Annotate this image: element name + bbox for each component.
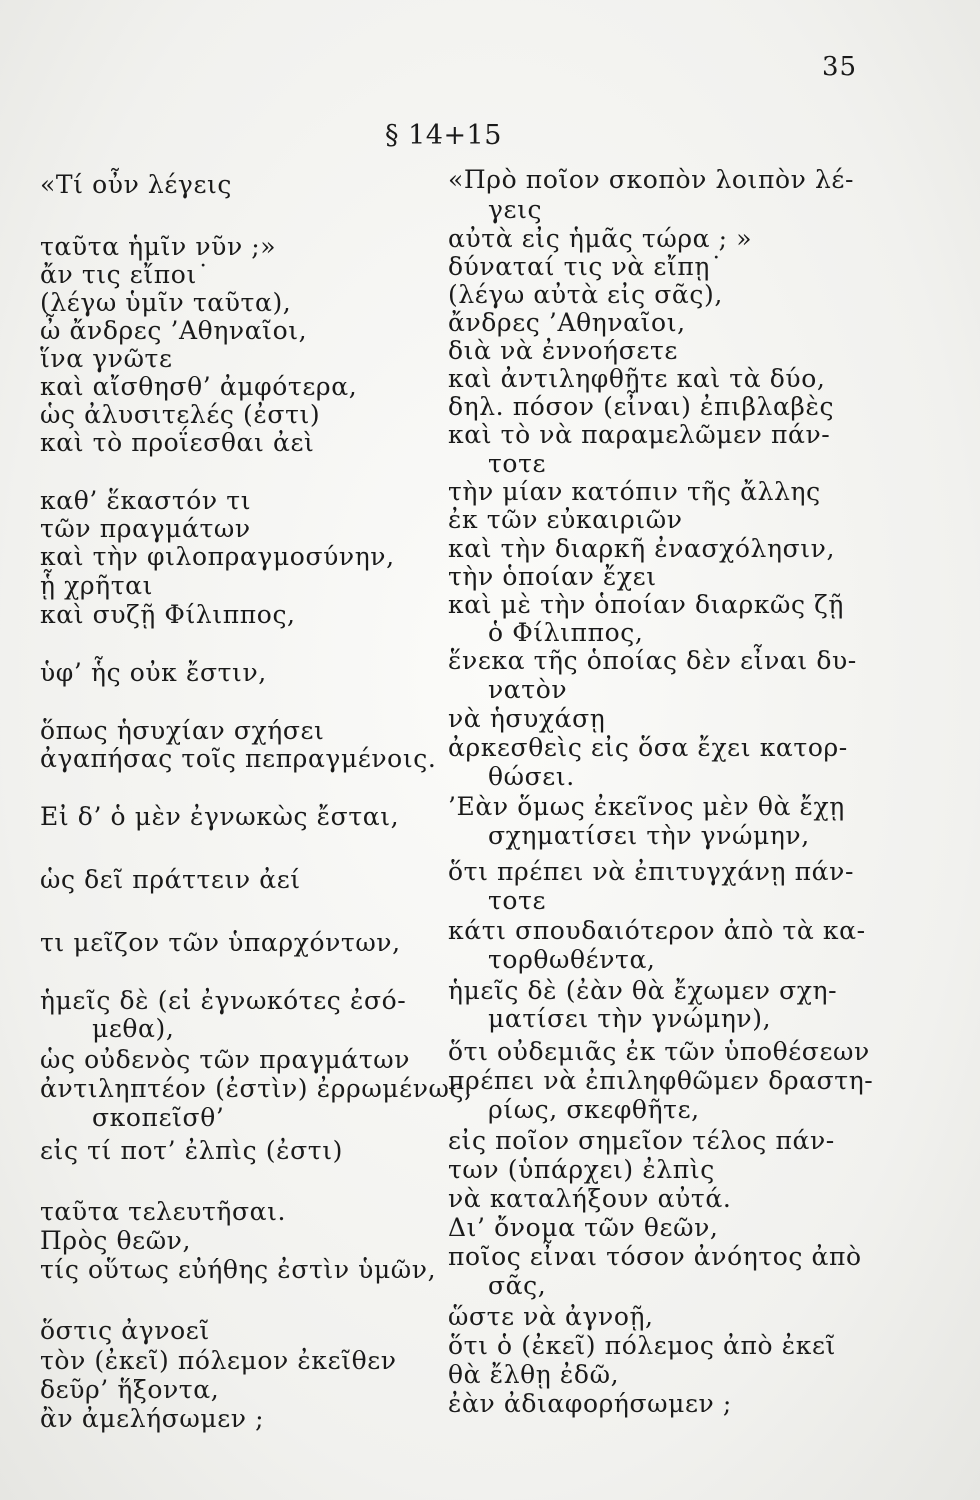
text-line: καὶ αἴσθησθ’ ἀμφότερα, [40,372,358,401]
text-line: σχηματίσει τὴν γνώμην, [488,821,810,850]
page-number: 35 [822,52,858,82]
text-line: ὡς δεῖ πράττειν ἀεί [40,865,301,894]
text-line: (λέγω ὑμῖν ταῦτα), [40,288,292,317]
text-line: θώσει. [488,762,575,791]
text-line: μεθα), [92,1014,175,1043]
text-line: καθ’ ἕκαστόν τι [40,486,252,515]
text-line: ρίως, σκεφθῆτε, [488,1095,700,1124]
text-line: ἐκ τῶν εὐκαιριῶν [448,505,683,534]
text-line: ἄν τις εἴποι˙ [40,260,210,289]
text-line: ὅτι οὐδεμιᾶς ἐκ τῶν ὑποθέσεων [448,1037,870,1066]
text-line: εἰς ποῖον σημεῖον τέλος πάν- [448,1126,835,1155]
text-line: ματίσει τὴν γνώμην), [488,1004,772,1033]
text-line: ποῖος εἶναι τόσον ἀνόητος ἀπὸ [448,1242,862,1271]
text-line: ’Εὰν ὅμως ἐκεῖνος μὲν θὰ ἔχῃ [448,792,845,821]
text-line: θὰ ἔλθῃ ἐδῶ, [448,1360,620,1389]
text-line: καὶ τὸ νὰ παραμελῶμεν πάν- [448,420,831,449]
text-line: τορθωθέντα, [488,945,656,974]
text-line: δύναταί τις νὰ εἴπῃ˙ [448,252,724,281]
text-line: ταῦτα τελευτῆσαι. [40,1197,287,1226]
text-line: καὶ τὴν διαρκῆ ἐνασχόλησιν, [448,534,835,563]
text-line: (λέγω αὐτὰ εἰς σᾶς), [448,280,723,309]
text-line: ὑφ’ ἧς οὐκ ἔστιν, [40,658,267,687]
text-line: ἵνα γνῶτε [40,344,173,373]
text-line: ὁ Φίλιππος, [488,618,644,647]
text-line: ὅπως ἡσυχίαν σχήσει [40,716,325,745]
text-line: διὰ νὰ ἐννοήσετε [448,336,678,365]
text-line: καὶ τὴν φιλοπραγμοσύνην, [40,542,395,571]
text-line: σκοπεῖσθ’ [92,1103,225,1132]
text-line: καὶ ἀντιληφθῆτε καὶ τὰ δύο, [448,364,826,393]
text-line: Δι’ ὄνομα τῶν θεῶν, [448,1213,719,1242]
text-line: αὐτὰ εἰς ἡμᾶς τώρα ; » [448,224,753,253]
text-line: τοτε [488,886,547,915]
text-line: «Τί οὖν λέγεις [40,170,233,199]
text-line: καὶ τὸ προΐεσθαι ἀεὶ [40,428,315,457]
text-line: ὡς οὐδενὸς τῶν πραγμάτων [40,1045,411,1074]
text-line: ᾗ χρῆται [40,571,154,600]
text-line: ὡς ἀλυσιτελές (ἐστι) [40,400,321,429]
text-line: σᾶς, [488,1271,547,1300]
text-line: δεῦρ’ ἥξοντα, [40,1375,220,1404]
text-line: Πρὸς θεῶν, [40,1226,192,1255]
text-line: δηλ. πόσον (εἶναι) ἐπιβλαβὲς [448,392,835,421]
text-line: ἐὰν ἀδιαφορήσωμεν ; [448,1389,732,1418]
text-line: νὰ καταλήξουν αὐτά. [448,1184,732,1213]
text-line: τι μεῖζον τῶν ὑπαρχόντων, [40,928,401,957]
text-line: τῶν πραγμάτων [40,514,251,543]
text-line: ἡμεῖς δὲ (εἰ ἐγνωκότες ἐσό- [40,986,407,1015]
text-line: εἰς τί ποτ’ ἐλπὶς (ἐστι) [40,1136,343,1165]
text-line: ἄνδρες ’Αθηναῖοι, [448,308,686,337]
text-line: ἀρκεσθεὶς εἰς ὅσα ἔχει κατορ- [448,733,848,762]
text-line: τὴν ὁποίαν ἔχει [448,562,657,591]
text-line: κάτι σπουδαιότερον ἀπὸ τὰ κα- [448,916,866,945]
text-line: Εἰ δ’ ὁ μὲν ἐγνωκὼς ἔσται, [40,802,400,831]
text-line: γεις [488,195,543,224]
text-line: καὶ μὲ τὴν ὁποίαν διαρκῶς ζῇ [448,590,844,619]
text-line: ἀγαπήσας τοῖς πεπραγμένοις. [40,744,437,773]
text-line: ἂν ἀμελήσωμεν ; [40,1404,265,1433]
text-line: ἀντιληπτέον (ἐστὶν) ἐρρωμένως, [40,1074,473,1103]
text-line: ὅτι ὁ (ἐκεῖ) πόλεμος ἀπὸ ἐκεῖ [448,1331,836,1360]
text-line: καὶ συζῇ Φίλιππος, [40,600,296,629]
text-line: νὰ ἡσυχάσῃ [448,704,606,733]
text-line: «Πρὸ ποῖον σκοπὸν λοιπὸν λέ- [448,165,855,194]
text-line: τὸν (ἐκεῖ) πόλεμον ἐκεῖθεν [40,1346,397,1375]
text-line: ἡμεῖς δὲ (ἐὰν θὰ ἔχωμεν σχη- [448,976,838,1005]
text-line: τὴν μίαν κατόπιν τῆς ἄλλης [448,477,821,506]
text-line: ὥστε νὰ ἀγνοῇ, [448,1302,654,1331]
text-line: των (ὑπάρχει) ἐλπὶς [448,1155,715,1184]
text-line: πρέπει νὰ ἐπιληφθῶμεν δραστη- [448,1066,874,1095]
text-line: ἕνεκα τῆς ὁποίας δὲν εἶναι δυ- [448,646,857,675]
section-heading: § 14+15 [385,120,502,151]
text-line: ὦ ἄνδρες ’Αθηναῖοι, [40,316,308,345]
text-line: ταῦτα ἡμῖν νῦν ;» [40,232,277,261]
text-line: τίς οὕτως εὐήθης ἐστὶν ὑμῶν, [40,1255,437,1284]
text-line: ὅτι πρέπει νὰ ἐπιτυγχάνῃ πάν- [448,857,854,886]
text-line: νατὸν [488,675,568,704]
text-line: ὅστις ἀγνοεῖ [40,1316,210,1345]
text-line: τοτε [488,449,547,478]
